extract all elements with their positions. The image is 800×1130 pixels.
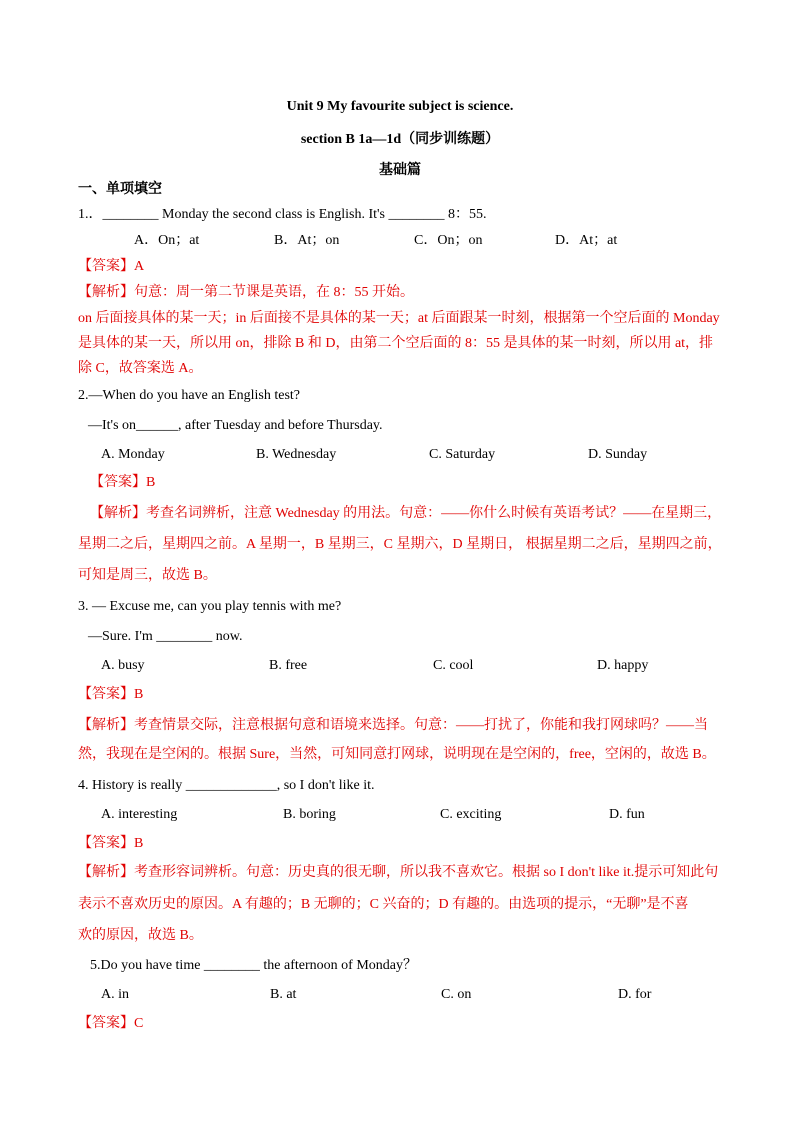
q5-question: 5.Do you have time ________ the afternoon of Monday？ [90, 958, 417, 973]
q5-option-b: B. at [270, 987, 297, 1002]
q2-option-a: A. Monday [101, 447, 165, 462]
q2-option-d: D. Sunday [588, 447, 648, 462]
q2-analysis-line: 可知是周三，故选 B。 [78, 568, 217, 583]
q1-option-b: B．At；on [274, 233, 340, 248]
q4-question: 4. History is really _____________, so I don't like it. [78, 778, 375, 793]
q3-option-c: C. cool [433, 658, 474, 673]
level-heading: 基础篇 [379, 163, 421, 178]
q1-stem: 1.．________ Monday the second class is English. It's ________ 8：55. [78, 207, 487, 222]
q5-answer: 【答案】C [78, 1016, 144, 1031]
q2-analysis-line: 【解析】考查名词辨析，注意 Wednesday 的用法。句意：——你什么时候有英语考试？——在星期三， [90, 506, 722, 521]
q3-analysis-line: 【解析】考查情景交际，注意根据句意和语境来选择。句意：——打扰了，你能和我打网球吗？——当 [78, 718, 708, 733]
q1-analysis-line: 除 C，故答案选 A。 [78, 361, 203, 376]
q2-option-b: B. Wednesday [256, 447, 337, 462]
q4-option-b: B. boring [283, 807, 336, 822]
q3-option-b: B. free [269, 658, 308, 673]
q4-option-c: C. exciting [440, 807, 502, 822]
q1-answer: 【答案】A [78, 259, 145, 274]
q2-question: 2.—When do you have an English test? [78, 388, 301, 403]
q5-option-a: A. in [101, 987, 129, 1002]
q2-answer: 【答案】B [90, 475, 156, 490]
document-subtitle: section B 1a—1d（同步训练题） [300, 132, 500, 147]
q5-option-c: C. on [441, 987, 472, 1002]
q3-question: 3. — Excuse me, can you play tennis with me? [78, 599, 342, 614]
q4-option-d: D. fun [609, 807, 645, 822]
q4-analysis-line: 表示不喜欢历史的原因。A 有趣的；B 无聊的；C 兴奋的；D 有趣的。由选项的提示，“无聊”是不喜 [78, 897, 689, 912]
q3-option-a: A. busy [101, 658, 145, 673]
q3-option-d: D. happy [597, 658, 649, 673]
q1-analysis-line: on 后面接具体的某一天；in 后面接不是具体的某一天；at 后面跟某一时刻，根据第一个空后面的 Monday [78, 311, 720, 326]
q1-analysis-line: 是具体的某一天，所以用 on，排除 B 和 D，由第二个空后面的 8：55 是具体的某一时刻，所以用 at，排 [78, 336, 714, 351]
q3-response: —Sure. I'm ________ now. [88, 629, 243, 644]
q5-option-d: D. for [618, 987, 652, 1002]
q4-analysis-line: 欢的原因，故选 B。 [78, 928, 203, 943]
q4-answer: 【答案】B [78, 836, 144, 851]
q3-answer: 【答案】B [78, 687, 144, 702]
q3-analysis-line: 然，我现在是空闲的。根据 Sure，当然，可知同意打网球，说明现在是空闲的，free，空闲的，故选 B。 [78, 747, 716, 762]
q1-analysis-line: 【解析】句意：周一第二节课是英语，在 8：55 开始。 [78, 285, 414, 300]
document-title: Unit 9 My favourite subject is science. [286, 99, 514, 114]
q1-option-d: D．At；at [555, 233, 618, 248]
q1-option-c: C．On；on [414, 233, 483, 248]
section-heading: 一、单项填空 [78, 182, 162, 197]
q1-option-a: A．On；at [134, 233, 200, 248]
q2-analysis-line: 星期二之后，星期四之前。A 星期一，B 星期三，C 星期六，D 星期日， 根据星期二之后，星期四之前， [78, 537, 722, 552]
q2-response: —It's on______, after Tuesday and before Thursday. [88, 418, 383, 433]
q2-option-c: C. Saturday [429, 447, 496, 462]
q4-option-a: A. interesting [101, 807, 178, 822]
q4-analysis-line: 【解析】考查形容词辨析。句意：历史真的很无聊，所以我不喜欢它。根据 so I don't like it.提示可知此句 [78, 865, 719, 880]
